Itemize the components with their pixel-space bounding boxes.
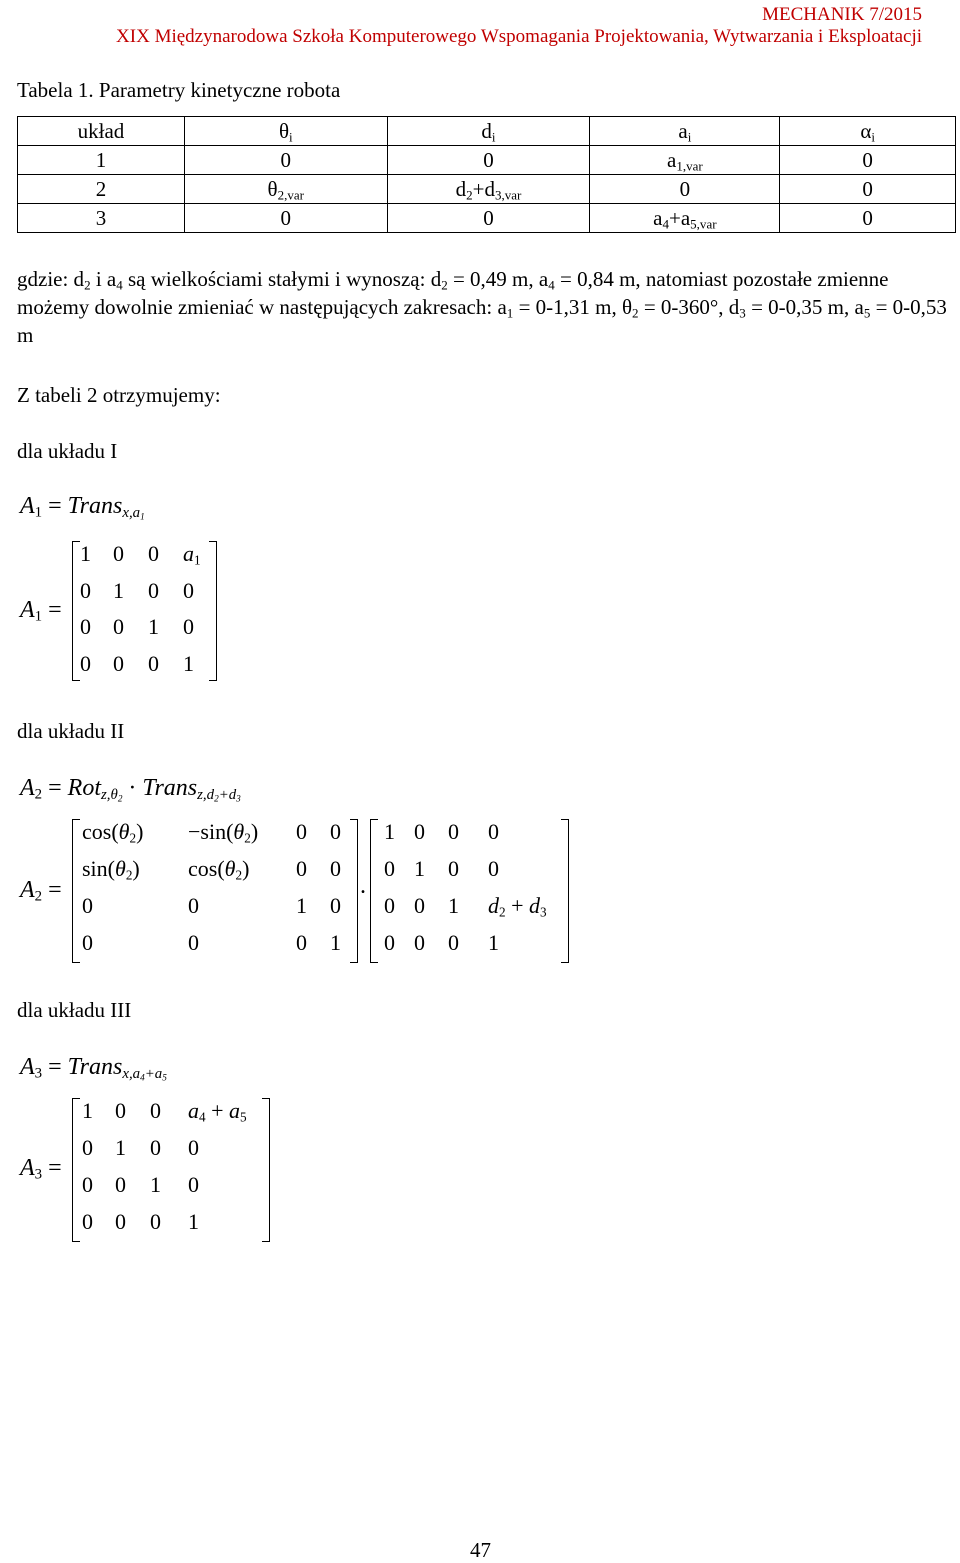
multiply-dot: . bbox=[360, 873, 366, 899]
matrix-cell: 0 bbox=[488, 856, 499, 881]
matrix-cell: 0 bbox=[113, 614, 124, 639]
matrix-cell: $d_2 + d_3$ bbox=[488, 893, 547, 920]
equation-a1-lhs: $A_1$ = bbox=[20, 597, 62, 625]
matrix-cell: 0 bbox=[188, 1135, 199, 1160]
matrix-cell: 0 bbox=[148, 541, 159, 566]
matrix-cell: 0 bbox=[384, 930, 395, 955]
section-label-3: dla układu III bbox=[17, 998, 132, 1022]
matrix-cell: 1 bbox=[115, 1135, 126, 1160]
matrix-cell: 0 bbox=[188, 893, 199, 918]
right-bracket bbox=[209, 541, 217, 681]
matrix-cell: 1 bbox=[296, 893, 307, 918]
matrix-cell: $\cos(\theta_2)$ bbox=[188, 856, 250, 883]
matrix-cell: 0 bbox=[188, 1172, 199, 1197]
left-bracket bbox=[72, 541, 80, 681]
header-cell: $\alpha_i$ bbox=[780, 117, 956, 146]
section-label-1: dla układu I bbox=[17, 439, 118, 463]
matrix-cell: 0 bbox=[82, 1135, 93, 1160]
matrix-cell: 0 bbox=[150, 1209, 161, 1234]
matrix-cell: 0 bbox=[414, 930, 425, 955]
matrix-cell: 0 bbox=[188, 930, 199, 955]
journal-header: MECHANIK 7/2015 bbox=[762, 4, 922, 25]
matrix-cell: 0 bbox=[113, 651, 124, 676]
matrix-cell: 0 bbox=[448, 856, 459, 881]
matrix-cell: $\cos(\theta_2)$ bbox=[82, 819, 144, 846]
header-cell: $a_i$ bbox=[590, 117, 780, 146]
table-cell: $a_4+a_{5,var}$ bbox=[590, 204, 780, 233]
matrix-cell: $\sin(\theta_2)$ bbox=[82, 856, 140, 883]
header-cell: $d_i$ bbox=[387, 117, 590, 146]
equation-a2-definition: $A_2 = Rot_{z,\theta_2}$ · Trans$_{z,d_2+d_3}$ bbox=[20, 775, 241, 804]
matrix-cell: 0 bbox=[150, 1098, 161, 1123]
table-cell: $d_2+d_{3,var}$ bbox=[387, 175, 590, 204]
equation-a1-definition: $A_1$ = Trans$_{x,a_1}$ bbox=[20, 493, 145, 522]
table-header-row bbox=[18, 117, 956, 146]
table-cell: $\theta_{2,var}$ bbox=[184, 175, 387, 204]
table-caption: Tabela 1. Parametry kinetyczne robota bbox=[17, 78, 341, 102]
matrix-cell: 0 bbox=[183, 578, 194, 603]
matrix-cell: 0 bbox=[80, 578, 91, 603]
table-cell: $a_{1,var}$ bbox=[590, 146, 780, 175]
equation-a2-lhs: $A_2$ = bbox=[20, 877, 62, 905]
matrix-cell: 1 bbox=[448, 893, 459, 918]
matrix-cell: 0 bbox=[82, 893, 93, 918]
matrix-cell: 1 bbox=[148, 614, 159, 639]
matrix-cell: 1 bbox=[414, 856, 425, 881]
matrix-cell: 1 bbox=[384, 819, 395, 844]
table-row bbox=[18, 204, 956, 233]
matrix-cell: 0 bbox=[296, 930, 307, 955]
table-cell: 0 bbox=[387, 204, 590, 233]
kinematic-parameters-table bbox=[17, 116, 956, 233]
matrix-cell: 1 bbox=[488, 930, 499, 955]
matrix-cell: 0 bbox=[150, 1135, 161, 1160]
table-row bbox=[18, 146, 956, 175]
matrix-cell: 1 bbox=[80, 541, 91, 566]
matrix-cell: 0 bbox=[448, 930, 459, 955]
matrix-cell: 0 bbox=[296, 856, 307, 881]
conference-header: XIX Międzynarodowa Szkoła Komputerowego Wspomagania Projektowania, Wytwarzania i Eksploatacji bbox=[116, 26, 922, 47]
matrix-cell: $a_1$ bbox=[183, 541, 201, 568]
table-cell: 2 bbox=[18, 175, 185, 204]
matrix-cell: 1 bbox=[150, 1172, 161, 1197]
table-cell: 0 bbox=[780, 146, 956, 175]
matrix-cell: 0 bbox=[384, 856, 395, 881]
matrix-cell: 0 bbox=[115, 1172, 126, 1197]
matrix-cell: 0 bbox=[330, 893, 341, 918]
matrix-cell: 0 bbox=[113, 541, 124, 566]
header-cell: układ bbox=[18, 117, 185, 146]
equation-a3-definition: $A_3$ = Trans$_{x,a_4+a_5}$ bbox=[20, 1054, 167, 1083]
right-bracket bbox=[350, 819, 358, 963]
matrix-cell: 0 bbox=[82, 1209, 93, 1234]
table-cell: 1 bbox=[18, 146, 185, 175]
table-cell: 0 bbox=[184, 146, 387, 175]
matrix-cell: 1 bbox=[188, 1209, 199, 1234]
table-cell: 0 bbox=[780, 175, 956, 204]
matrix-cell: 0 bbox=[82, 1172, 93, 1197]
page-number: 47 bbox=[470, 1538, 491, 1562]
matrix-cell: 0 bbox=[183, 614, 194, 639]
matrix-cell: 0 bbox=[488, 819, 499, 844]
table-row bbox=[18, 175, 956, 204]
table-cell: 0 bbox=[780, 204, 956, 233]
matrix-cell: 1 bbox=[82, 1098, 93, 1123]
matrix-cell: 0 bbox=[414, 893, 425, 918]
matrix-cell: 0 bbox=[82, 930, 93, 955]
matrix-cell: 1 bbox=[183, 651, 194, 676]
header-cell: $\theta_i$ bbox=[184, 117, 387, 146]
parameters-paragraph: gdzie: $d_2$ i $a_4$ są wielkościami stałymi i wynoszą: $d_2 = 0,49$ m, $a_4 = 0,84$ m, natomiast pozostałe zmienne możemy dowolnie zmieniać w następujących zakresach: $a_1 = 0-1,31$ m, $\theta_2 = 0-360^\circ$, $d_3 = 0-0,35$ m, $a_5 = 0-0,53$ m bbox=[17, 267, 947, 347]
matrix-cell: 1 bbox=[330, 930, 341, 955]
matrix-cell: 0 bbox=[296, 819, 307, 844]
matrix-cell: $-\sin(\theta_2)$ bbox=[188, 819, 259, 846]
matrix-cell: 0 bbox=[80, 614, 91, 639]
matrix-cell: 0 bbox=[115, 1209, 126, 1234]
right-bracket bbox=[561, 819, 569, 963]
equation-a3-lhs: $A_3$ = bbox=[20, 1155, 62, 1183]
matrix-cell: 0 bbox=[148, 578, 159, 603]
matrix-cell: 0 bbox=[414, 819, 425, 844]
matrix-cell: 0 bbox=[330, 856, 341, 881]
left-bracket bbox=[72, 1098, 80, 1242]
matrix-cell: 0 bbox=[80, 651, 91, 676]
table-cell: 3 bbox=[18, 204, 185, 233]
matrix-cell: 0 bbox=[115, 1098, 126, 1123]
matrix-cell: $a_4 + a_5$ bbox=[188, 1098, 247, 1125]
matrix-cell: 0 bbox=[148, 651, 159, 676]
section-label-2: dla układu II bbox=[17, 719, 125, 743]
right-bracket bbox=[262, 1098, 270, 1242]
matrix-cell: 0 bbox=[384, 893, 395, 918]
left-bracket bbox=[370, 819, 378, 963]
table-cell: 0 bbox=[590, 175, 780, 204]
matrix-cell: 0 bbox=[330, 819, 341, 844]
left-bracket bbox=[72, 819, 80, 963]
matrix-cell: 1 bbox=[113, 578, 124, 603]
intro-text: Z tabeli 2 otrzymujemy: bbox=[17, 383, 221, 407]
matrix-cell: 0 bbox=[448, 819, 459, 844]
table-cell: 0 bbox=[184, 204, 387, 233]
table-cell: 0 bbox=[387, 146, 590, 175]
